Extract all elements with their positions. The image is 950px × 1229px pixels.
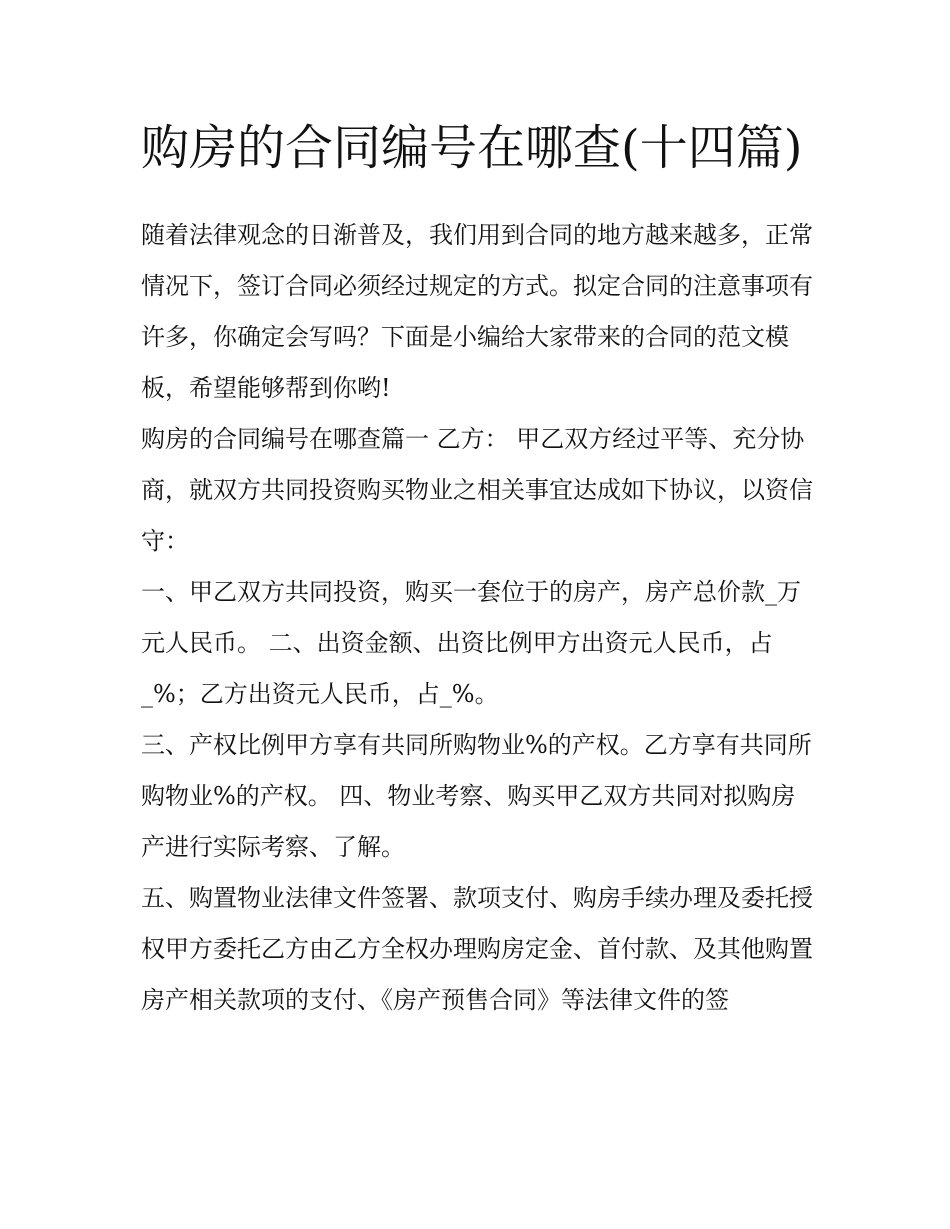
intro-paragraph: 随着法律观念的日渐普及，我们用到合同的地方越来越多，正常情况下，签订合同必须经过规定的方式。拟定合同的注意事项有许多，你确定会写吗？下面是小编给大家带来的合同的范文模板，希望能够帮到你哟! bbox=[141, 221, 813, 402]
clause-ownership-paragraph: 三、产权比例甲方享有共同所购物业%的产权。乙方享有共同所购物业%的产权。 四、物业考察、购买甲乙双方共同对拟购房产进行实际考察、了解。 bbox=[141, 731, 812, 861]
clause-investment-paragraph: 一、甲乙双方共同投资，购买一套位于的房产，房产总价款_万元人民币。 二、出资金额、出资比例甲方出资元人民币，占_%；乙方出资元人民币，占_%。 bbox=[141, 578, 801, 708]
contract-preamble-paragraph: 购房的合同编号在哪查篇一 乙方： 甲乙双方经过平等、充分协商，就双方共同投资购买物业之相关事宜达成如下协议，以资信守： bbox=[141, 425, 813, 555]
document-body bbox=[141, 116, 813, 1026]
document-title: 购房的合同编号在哪查(十四篇) bbox=[141, 120, 803, 176]
clause-authorization-paragraph: 五、购置物业法律文件签署、款项支付、购房手续办理及委托授权甲方委托乙方由乙方全权办理购房定金、首付款、及其他购置房产相关款项的支付、《房产预售合同》等法律文件的签 bbox=[141, 884, 813, 1014]
